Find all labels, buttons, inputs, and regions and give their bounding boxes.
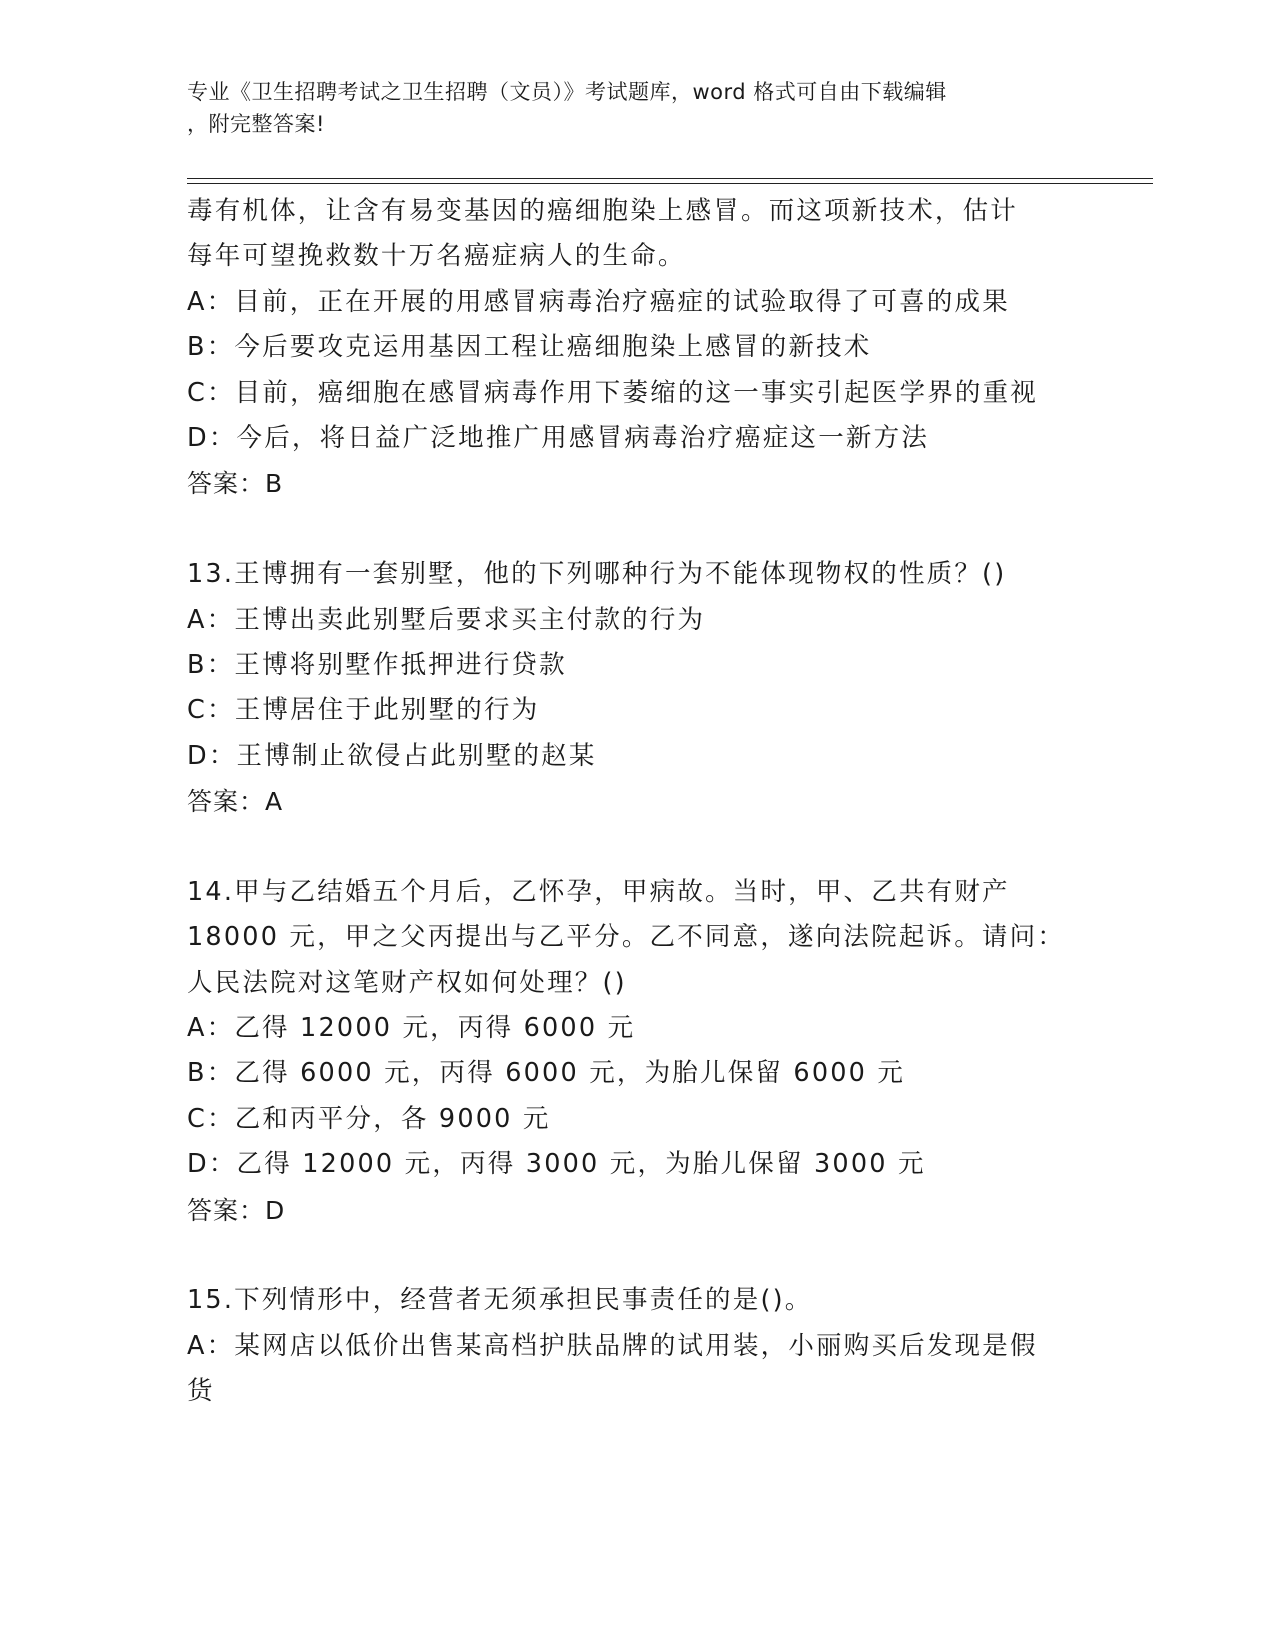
option-b: B：乙得 6000 元，丙得 6000 元，为胎儿保留 6000 元 — [187, 1058, 906, 1089]
option-a: A：目前，正在开展的用感冒病毒治疗癌症的试验取得了可喜的成果 — [187, 286, 1010, 317]
option-a: A：王博出卖此别墅后要求买主付款的行为 — [187, 604, 706, 635]
option-d: D：王博制止欲侵占此别墅的赵某 — [187, 740, 597, 771]
header-double-rule — [187, 178, 1153, 184]
option-c: C：乙和丙平分，各 9000 元 — [187, 1103, 551, 1134]
question-stem-line: 13.王博拥有一套别墅，他的下列哪种行为不能体现物权的性质？() — [187, 559, 1007, 590]
option-a: A：某网店以低价出售某高档护肤品牌的试用装，小丽购买后发现是假 — [187, 1330, 1038, 1361]
header-line-2: ，附完整答案! — [187, 112, 325, 136]
question-15 — [187, 1278, 1087, 1414]
option-a-continuation: 货 — [187, 1376, 215, 1407]
question-stem-line: 15.下列情形中，经营者无须承担民事责任的是()。 — [187, 1285, 813, 1316]
question-stem-line: 人民法院对这笔财产权如何处理？() — [187, 967, 627, 998]
option-c: C：王博居住于此别墅的行为 — [187, 695, 540, 726]
answer-line: 答案：A — [187, 787, 284, 817]
document-body — [187, 189, 1087, 1415]
question-stem-line: 毒有机体，让含有易变基因的癌细胞染上感冒。而这项新技术，估计 — [187, 196, 1019, 226]
option-d: D：乙得 12000 元，丙得 3000 元，为胎儿保留 3000 元 — [187, 1149, 926, 1180]
header-line-1: 专业《卫生招聘考试之卫生招聘（文员）》考试题库，word 格式可自由下载编辑 — [187, 80, 947, 104]
document-header — [187, 76, 1087, 140]
question-13 — [187, 552, 1087, 824]
option-b: B：王博将别墅作抵押进行贷款 — [187, 649, 567, 680]
question-stem-line: 18000 元，甲之父丙提出与乙平分。乙不同意，遂向法院起诉。请问： — [187, 922, 1066, 953]
spacer — [187, 824, 1087, 869]
question-stem-line: 14.甲与乙结婚五个月后，乙怀孕，甲病故。当时，甲、乙共有财产 — [187, 876, 1010, 907]
question-14 — [187, 870, 1087, 1233]
option-a: A：乙得 12000 元，丙得 6000 元 — [187, 1013, 636, 1044]
question-stem-line: 每年可望挽救数十万名癌症病人的生命。 — [187, 241, 686, 272]
answer-line: 答案：D — [187, 1195, 286, 1225]
spacer — [187, 507, 1087, 552]
answer-line: 答案：B — [187, 469, 284, 499]
spacer — [187, 1233, 1087, 1278]
option-c: C：目前，癌细胞在感冒病毒作用下萎缩的这一事实引起医学界的重视 — [187, 377, 1039, 408]
option-b: B：今后要攻克运用基因工程让癌细胞染上感冒的新技术 — [187, 332, 872, 363]
question-12 — [187, 189, 1087, 507]
option-d: D：今后，将日益广泛地推广用感冒病毒治疗癌症这一新方法 — [187, 422, 930, 453]
